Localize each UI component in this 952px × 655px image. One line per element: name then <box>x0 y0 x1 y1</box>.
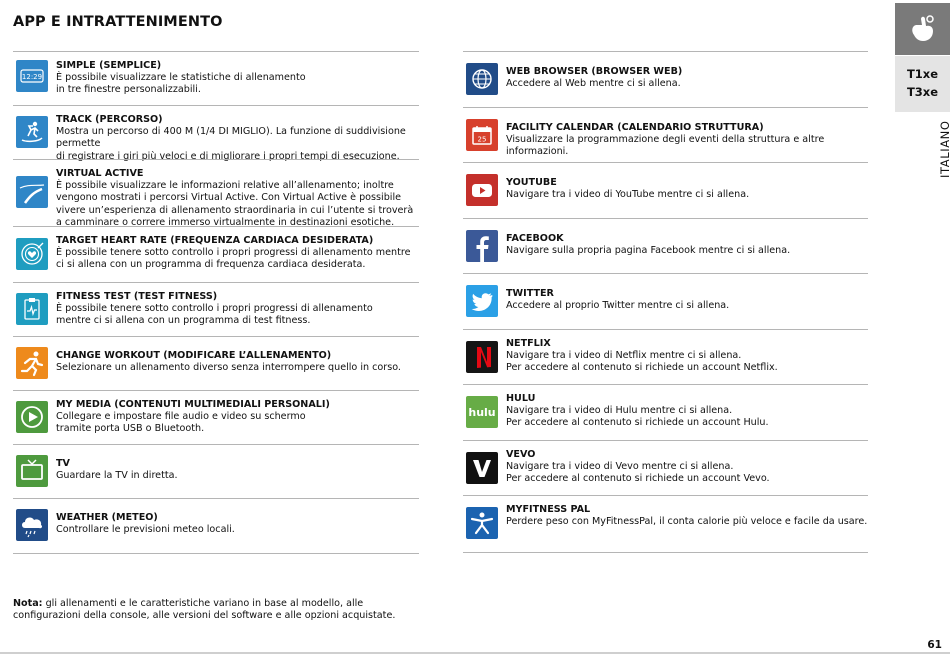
feature-text <box>506 449 868 486</box>
feature-row-twitter <box>463 273 868 330</box>
model-badge <box>895 56 950 112</box>
vevo-icon <box>466 452 498 484</box>
feature-description: Mostra un percorso di 400 M (1/4 DI MIGLIO). La funzione di suddivisione permette di registrare i giri più veloci e di migliorare i propri tempi di esecuzione. <box>56 126 406 162</box>
runner-track-icon <box>16 116 48 148</box>
svg-text:25: 25 <box>477 135 487 143</box>
feature-text <box>506 504 868 528</box>
feature-description: Navigare sulla propria pagina Facebook mentre ci si allena. <box>506 244 791 256</box>
feature-description: Navigare tra i video di Netflix mentre ci si allena. Per accedere al contenuto si richiede un account Netflix. <box>506 349 778 373</box>
play-icon <box>16 401 48 433</box>
runner-icon <box>16 347 48 379</box>
feature-text <box>56 168 419 229</box>
feature-text <box>56 512 419 536</box>
model-t3xe: T3xe <box>906 85 939 99</box>
feature-heading: WEATHER (METEO) <box>56 512 158 523</box>
feature-heading: FACILITY CALENDAR (CALENDARIO STRUTTURA) <box>506 121 764 133</box>
feature-heading: VIRTUAL ACTIVE <box>56 168 144 179</box>
feature-text <box>56 399 419 436</box>
calendar-icon <box>466 119 498 151</box>
feature-heading: TARGET HEART RATE (FREQUENZA CARDIACA DESIDERATA) <box>56 235 374 246</box>
note-label: Nota: <box>13 598 43 609</box>
feature-description: È possibile tenere sotto controllo i propri progressi di allenamento mentre ci si allena con un programma di frequenza cardiaca desiderata. <box>56 247 411 271</box>
feature-text <box>506 338 868 375</box>
feature-heading: CHANGE WORKOUT (MODIFICARE L’ALLENAMENTO) <box>56 350 332 361</box>
myfitnesspal-icon <box>466 507 498 539</box>
feature-row-tv <box>13 444 419 499</box>
feature-row-hulu <box>463 384 868 441</box>
feature-heading: TRACK (PERCORSO) <box>56 114 163 125</box>
feature-row-simple <box>13 51 419 106</box>
footnote <box>13 598 395 622</box>
feature-heading: TV <box>56 458 70 469</box>
feature-heading: MYFITNESS PAL <box>506 504 591 515</box>
feature-heading: WEB BROWSER (BROWSER WEB) <box>506 66 683 77</box>
feature-row-facility-calendar <box>463 107 868 164</box>
feature-text <box>56 114 419 163</box>
feature-row-change-workout <box>13 336 419 391</box>
feature-heading: TWITTER <box>506 288 554 299</box>
feature-heading: HULU <box>506 393 536 404</box>
feature-row-my-media <box>13 390 419 445</box>
feature-row-web-browser <box>463 51 868 108</box>
feature-description: Navigare tra i video di Hulu mentre ci si allena. Per accedere al contenuto si richiede un account Hulu. <box>506 405 769 429</box>
language-label: ITALIANO <box>938 120 952 178</box>
feature-text <box>506 288 868 312</box>
feature-description: È possibile tenere sotto controllo i propri progressi di allenamento mentre ci si allena con un programma di test fitness. <box>56 303 373 327</box>
svg-text:hulu: hulu <box>468 406 496 419</box>
feature-text <box>56 350 419 374</box>
netflix-icon <box>466 341 498 373</box>
feature-description: Accedere al proprio Twitter mentre ci si allena. <box>506 300 730 312</box>
feature-row-target-heart-rate <box>13 226 419 283</box>
cloud-rain-icon <box>16 509 48 541</box>
feature-text <box>56 235 419 272</box>
feature-text <box>56 60 419 97</box>
feature-row-youtube <box>463 162 868 219</box>
feature-row-myfitness-pal <box>463 495 868 553</box>
feature-description: Navigare tra i video di YouTube mentre ci si allena. <box>506 189 750 201</box>
heart-target-icon <box>16 238 48 270</box>
feature-heading: FACEBOOK <box>506 232 564 244</box>
model-t1xe: T1xe <box>906 67 939 81</box>
feature-description: Controllare le previsioni meteo locali. <box>56 524 235 536</box>
feature-description: È possibile visualizzare le statistiche di allenamento in tre finestre personalizzabili. <box>56 72 306 96</box>
feature-text <box>506 66 868 90</box>
hulu-icon <box>466 396 498 428</box>
feature-text <box>56 458 419 482</box>
svg-text:12:29: 12:29 <box>21 73 43 81</box>
feature-text <box>506 233 868 257</box>
feature-row-fitness-test <box>13 282 419 337</box>
feature-description: Guardare la TV in diretta. <box>56 470 178 482</box>
feature-text <box>506 393 868 430</box>
feature-heading: MY MEDIA (CONTENUTI MULTIMEDIALI PERSONALI) <box>56 399 330 410</box>
feature-heading: FITNESS TEST (TEST FITNESS) <box>56 291 218 302</box>
feature-description: Perdere peso con MyFitnessPal, il conta calorie più veloce e facile da usare. <box>506 516 868 528</box>
feature-row-facebook <box>463 218 868 275</box>
feature-text <box>56 291 419 328</box>
feature-row-vevo <box>463 440 868 497</box>
note-text: gli allenamenti e le caratteristiche variano in base al modello, alle configurazioni della console, alle versioni del software e alle opzioni acquistate. <box>13 598 396 622</box>
feature-heading: NETFLIX <box>506 337 551 349</box>
youtube-icon <box>466 174 498 206</box>
feature-row-track <box>13 105 419 160</box>
feature-description: Visualizzare la programmazione degli eventi della struttura e altre informazioni. <box>506 133 825 157</box>
feature-heading: VEVO <box>506 448 536 460</box>
clock-icon <box>16 60 48 92</box>
feature-row-virtual-active <box>13 159 419 227</box>
feature-heading: SIMPLE (SEMPLICE) <box>56 60 162 71</box>
feature-description: Navigare tra i video di Vevo mentre ci si allena. Per accedere al contenuto si richiede un account Vevo. <box>506 460 770 484</box>
feature-row-netflix <box>463 329 868 386</box>
facebook-icon <box>466 230 498 262</box>
clipboard-icon <box>16 293 48 325</box>
feature-description: Accedere al Web mentre ci si allena. <box>506 78 681 90</box>
hand-touch-icon <box>908 13 938 45</box>
feature-description: Collegare e impostare file audio e video su schermo tramite porta USB o Bluetooth. <box>56 411 306 435</box>
feature-description: È possibile visualizzare le informazioni relative all’allenamento; inoltre vengono mostrati i percorsi Virtual Active. Con Virtual Active è possibile vivere un’esperienza di allenamento straordinaria in cui l’utente si troverà a camminare o correre immerso virtualmente in destinazioni esotiche. <box>56 180 414 228</box>
road-icon <box>16 176 48 208</box>
page-title: APP E INTRATTENIMENTO <box>13 14 223 30</box>
feature-description: Selezionare un allenamento diverso senza interrompere quello in corso. <box>56 362 401 374</box>
feature-text <box>506 122 868 159</box>
bottom-rule <box>0 652 950 654</box>
globe-icon <box>466 63 498 95</box>
tv-icon <box>16 455 48 487</box>
feature-heading: YOUTUBE <box>506 177 557 188</box>
section-tab <box>895 3 950 55</box>
twitter-icon <box>466 285 498 317</box>
page-number: 61 <box>927 639 942 651</box>
feature-text <box>506 177 868 201</box>
feature-row-weather <box>13 498 419 554</box>
